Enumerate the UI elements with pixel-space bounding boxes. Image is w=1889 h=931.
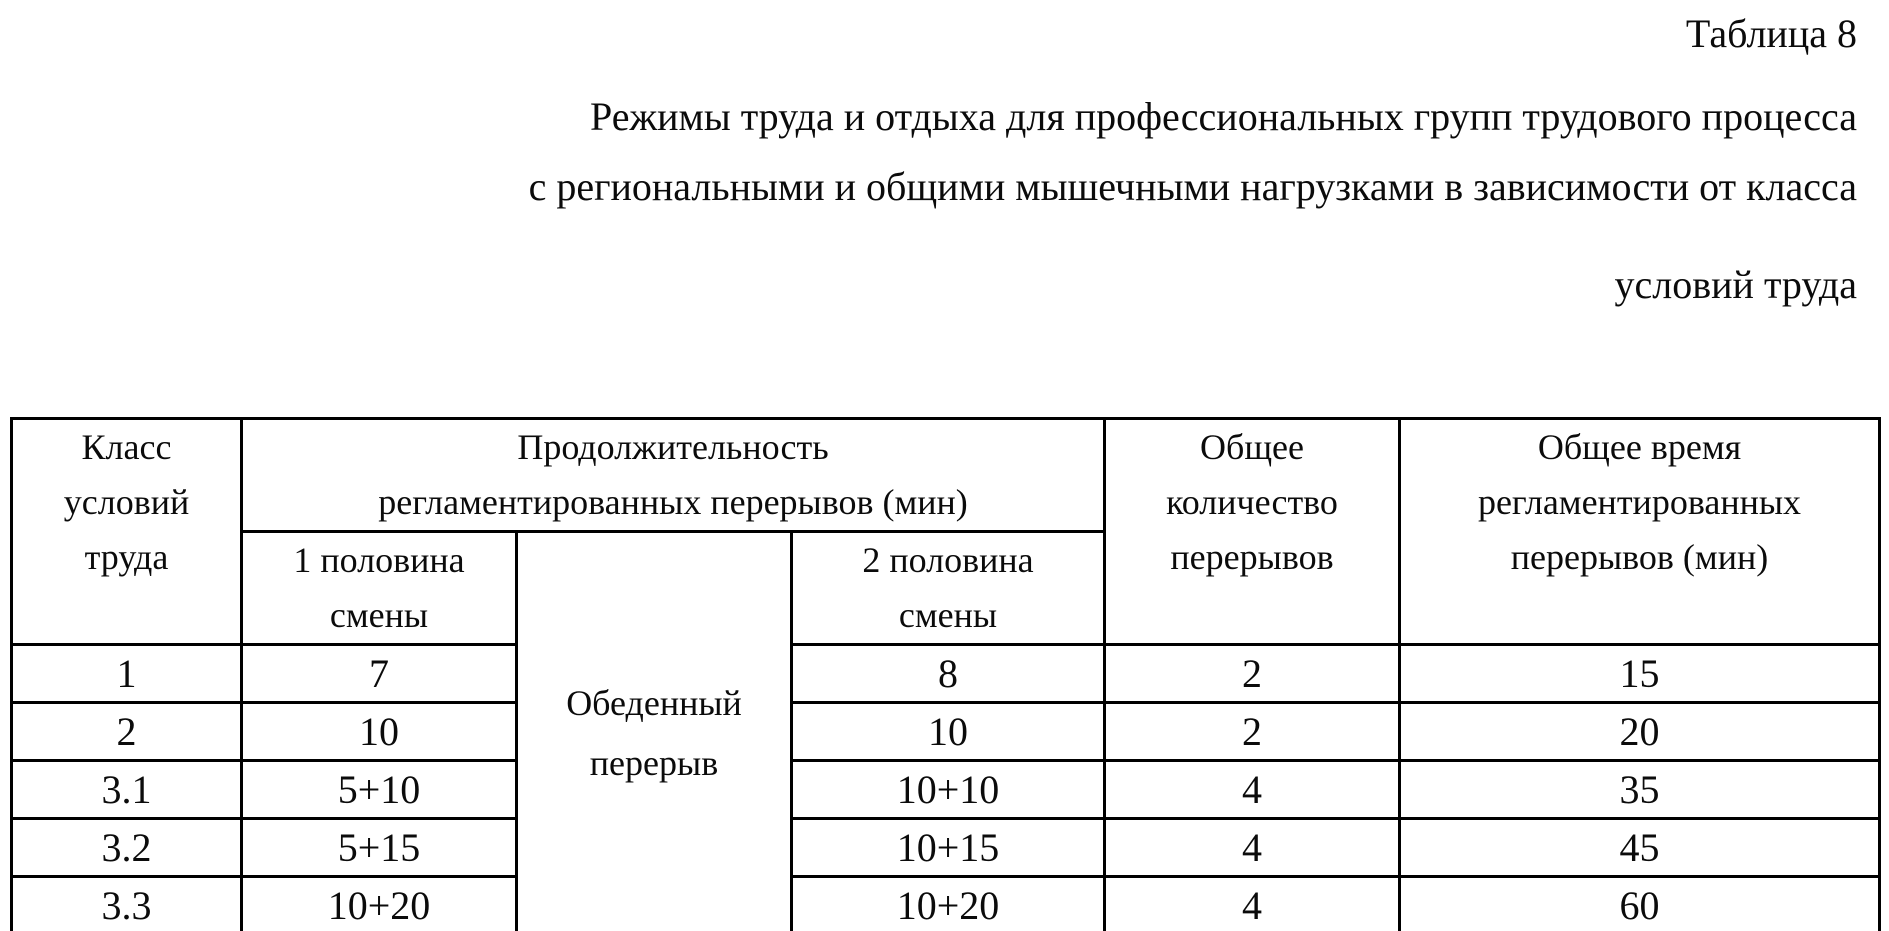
cell-class: 1: [12, 645, 242, 703]
cell-total: 15: [1400, 645, 1880, 703]
cell-second-half: 10+20: [792, 877, 1105, 931]
cell-total: 45: [1400, 819, 1880, 877]
header-first-half: [242, 532, 517, 645]
cell-total: 20: [1400, 703, 1880, 761]
cell-class: 3.3: [12, 877, 242, 931]
header-class-conditions: [12, 419, 242, 645]
cell-total: 60: [1400, 877, 1880, 931]
cell-count: 2: [1105, 645, 1400, 703]
header-total-count-label: Общее количество перерывов: [1166, 427, 1338, 577]
cell-count: 4: [1105, 819, 1400, 877]
work-rest-regime-table: [10, 417, 1881, 931]
cell-count: 2: [1105, 703, 1400, 761]
cell-count: 4: [1105, 877, 1400, 931]
table-caption: Таблица 8: [1685, 11, 1857, 56]
cell-class: 3.1: [12, 761, 242, 819]
table-title-line-1: Режимы труда и отдыха для профессиональных групп трудового процесса: [589, 94, 1857, 139]
cell-first-half: 10+20: [242, 877, 517, 931]
header-total-time: [1400, 419, 1880, 645]
cell-second-half: 10: [792, 703, 1105, 761]
header-duration-group-label: Продолжительность регламентированных перерывов (мин): [378, 427, 968, 522]
header-second-half: [792, 532, 1105, 645]
table-title: [40, 82, 1857, 320]
header-first-half-label: 1 половина смены: [293, 540, 465, 635]
cell-total: 35: [1400, 761, 1880, 819]
cell-class: 3.2: [12, 819, 242, 877]
table-row: [12, 703, 1880, 761]
cell-first-half: 10: [242, 703, 517, 761]
table-title-line-3: условий труда: [1614, 262, 1857, 307]
cell-count: 4: [1105, 761, 1400, 819]
header-total-time-label: Общее время регламентированных перерывов (мин): [1477, 427, 1802, 577]
header-row-1: [12, 419, 1880, 532]
table-row: [12, 819, 1880, 877]
cell-first-half: 5+10: [242, 761, 517, 819]
table-row: [12, 877, 1880, 931]
header-second-half-label: 2 половина смены: [862, 540, 1034, 635]
table-row: [12, 761, 1880, 819]
cell-lunch-break-label: Обеденный перерыв: [566, 683, 742, 783]
cell-first-half: 5+15: [242, 819, 517, 877]
cell-first-half: 7: [242, 645, 517, 703]
header-class-conditions-label: Класс условий труда: [63, 427, 190, 577]
table-row: [12, 645, 1880, 703]
cell-lunch-break: [517, 532, 792, 931]
cell-second-half: 10+10: [792, 761, 1105, 819]
cell-second-half: 8: [792, 645, 1105, 703]
table-title-line-2: с региональными и общими мышечными нагрузками в зависимости от класса: [528, 164, 1857, 209]
cell-second-half: 10+15: [792, 819, 1105, 877]
header-total-count: [1105, 419, 1400, 645]
cell-class: 2: [12, 703, 242, 761]
header-duration-group: [242, 419, 1105, 532]
